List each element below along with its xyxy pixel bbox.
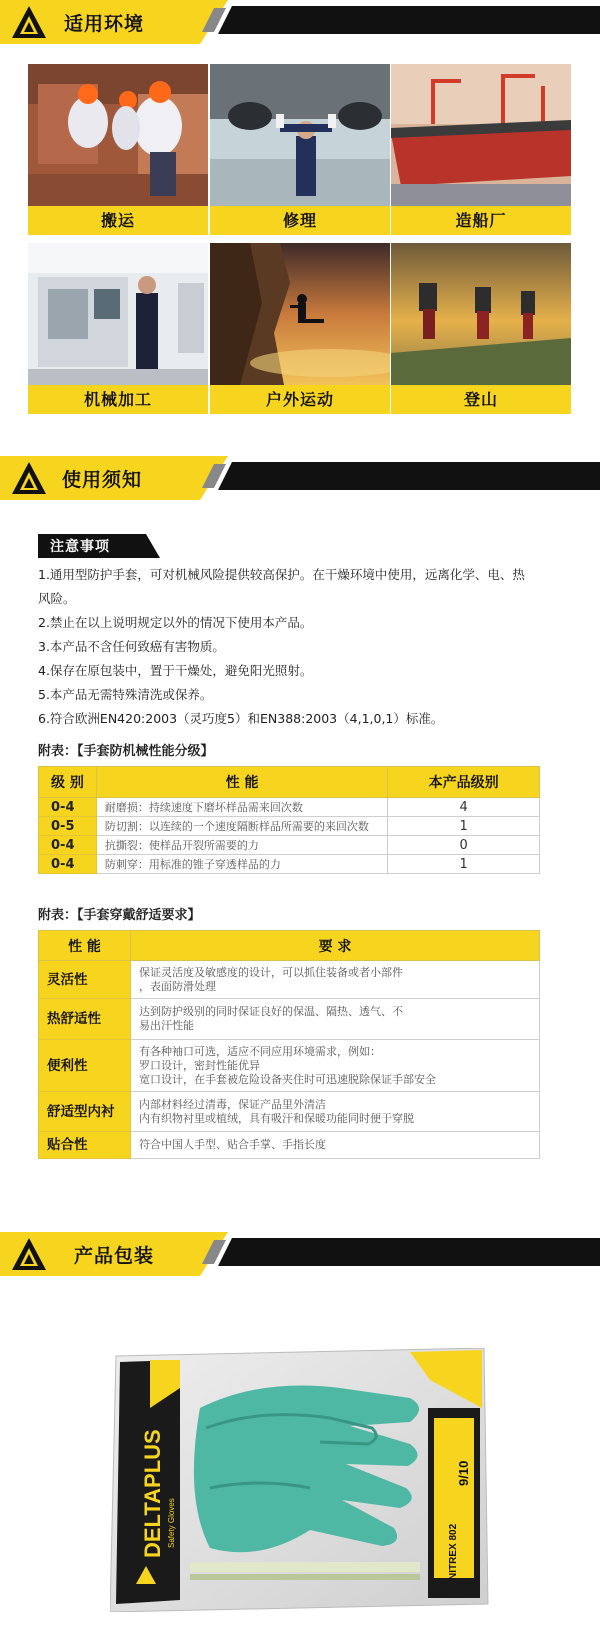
mechanical-performance-table <box>38 766 540 874</box>
env-label-carrying: 搬运 <box>28 206 208 235</box>
table-row <box>39 999 540 1040</box>
note-item: 6.符合欧洲EN420:2003（灵巧度5）和EN388:2003（4,1,0,1）标准。 <box>38 711 444 726</box>
table1-title: 附表：【手套防机械性能分级】 <box>38 744 214 759</box>
property-cell: 贴合性 <box>39 1132 131 1159</box>
note-item: 风险。 <box>38 591 76 606</box>
env-label-outdoor: 户外运动 <box>210 385 390 414</box>
glove-package-photo <box>110 1348 490 1612</box>
requirement-cell <box>131 1040 540 1092</box>
size-text: 9/10 <box>456 1460 471 1486</box>
table-row <box>39 836 540 855</box>
comfort-requirements-table <box>38 930 540 1159</box>
desc-cell: 耐磨损：持续速度下磨坏样品需来回次数 <box>96 798 387 817</box>
mechanic-under-car-photo <box>210 64 390 206</box>
delta-logo-icon <box>10 460 48 496</box>
env-label-repair: 修理 <box>210 206 390 235</box>
rock-climbing-photo <box>210 243 390 385</box>
requirement-line: 罗口设计，密封性能优异 <box>139 1058 260 1072</box>
requirement-cell <box>131 961 540 999</box>
note-item: 3.本产品不含任何致癌有害物质。 <box>38 639 225 654</box>
level-cell: 0-5 <box>39 817 97 836</box>
section-title: 使用须知 <box>62 469 143 491</box>
level-cell: 0-4 <box>39 798 97 817</box>
section-banner-environment <box>0 0 600 44</box>
desc-cell: 防刺穿：用标准的锥子穿透样品的力 <box>96 855 387 874</box>
workers-carrying-bricks-photo <box>28 64 208 206</box>
model-text: NITREX 802 <box>448 1523 459 1580</box>
requirement-line: ，表面防滑处理 <box>139 979 216 993</box>
section-banner-usage <box>0 456 600 500</box>
table-row <box>39 1040 540 1092</box>
delta-logo-icon <box>10 4 48 40</box>
brand-subtitle: Safety Gloves <box>167 1498 176 1548</box>
cnc-machining-photo <box>28 243 208 385</box>
value-cell: 4 <box>388 798 540 817</box>
value-cell: 0 <box>388 836 540 855</box>
shipyard-photo <box>391 64 571 206</box>
table-row <box>39 855 540 874</box>
hikers-mountain-photo <box>391 243 571 385</box>
value-cell: 1 <box>388 855 540 874</box>
property-cell: 灵活性 <box>39 961 131 999</box>
env-label-shipyard: 造船厂 <box>391 206 571 235</box>
requirement-line: 易出汗性能 <box>139 1019 194 1032</box>
table-header: 要 求 <box>131 931 540 961</box>
requirement-line: 内部材料经过清毒，保证产品里外清洁 <box>139 1097 326 1111</box>
section-title: 适用环境 <box>64 13 145 35</box>
requirement-line: 宽口设计，在手套被危险设备夹住时可迅速脱除保证手部安全 <box>139 1072 436 1086</box>
delta-logo-icon <box>10 1236 48 1272</box>
table2-title: 附表：【手套穿戴舒适要求】 <box>38 908 201 923</box>
desc-cell: 防切割：以连续的一个速度隔断样品所需要的来回次数 <box>96 817 387 836</box>
section-title: 产品包装 <box>74 1245 155 1267</box>
requirement-line: 有各种袖口可选，适应不同应用环境需求，例如： <box>139 1044 381 1058</box>
desc-cell: 抗撕裂：使样品开裂所需要的力 <box>96 836 387 855</box>
requirement-line: 保证灵活度及敏感度的设计，可以抓住装备或者小部件 <box>139 965 403 979</box>
table-row <box>39 1092 540 1132</box>
requirement-cell <box>131 1132 540 1159</box>
note-item: 5.本产品无需特殊清洗或保养。 <box>38 687 213 702</box>
note-item: 1.通用型防护手套，可对机械风险提供较高保护。在干燥环境中使用，远离化学、电、热 <box>38 567 525 582</box>
requirement-cell <box>131 999 540 1040</box>
table-header: 本产品级别 <box>388 767 540 798</box>
note-item: 4.保存在原包装中，置于干燥处，避免阳光照射。 <box>38 663 313 678</box>
notes-tag-label: 注意事项 <box>50 539 110 555</box>
notes-tag <box>38 534 160 558</box>
env-label-mountaineering: 登山 <box>391 385 571 414</box>
property-cell: 舒适型内衬 <box>39 1092 131 1132</box>
table-header: 级 别 <box>39 767 97 798</box>
table-row <box>39 798 540 817</box>
requirement-cell <box>131 1092 540 1132</box>
note-item: 2.禁止在以上说明规定以外的情况下使用本产品。 <box>38 615 313 630</box>
requirement-line: 内有织物衬里或植绒，具有吸汗和保暖功能同时便于穿脱 <box>139 1111 414 1125</box>
table-row <box>39 817 540 836</box>
property-cell: 便利性 <box>39 1040 131 1092</box>
property-cell: 热舒适性 <box>39 999 131 1040</box>
requirement-line: 符合中国人手型、贴合手掌、手指长度 <box>139 1138 326 1151</box>
env-label-machining: 机械加工 <box>28 385 208 414</box>
table-row <box>39 1132 540 1159</box>
requirement-line: 达到防护级别的同时保证良好的保温、隔热、透气、不 <box>139 1005 403 1018</box>
section-banner-packaging <box>0 1232 600 1276</box>
table-header: 性 能 <box>96 767 387 798</box>
value-cell: 1 <box>388 817 540 836</box>
level-cell: 0-4 <box>39 836 97 855</box>
notes-list <box>38 563 568 731</box>
level-cell: 0-4 <box>39 855 97 874</box>
table-header: 性 能 <box>39 931 131 961</box>
table-row <box>39 961 540 999</box>
brand-text: DELTAPLUS <box>140 1429 165 1558</box>
